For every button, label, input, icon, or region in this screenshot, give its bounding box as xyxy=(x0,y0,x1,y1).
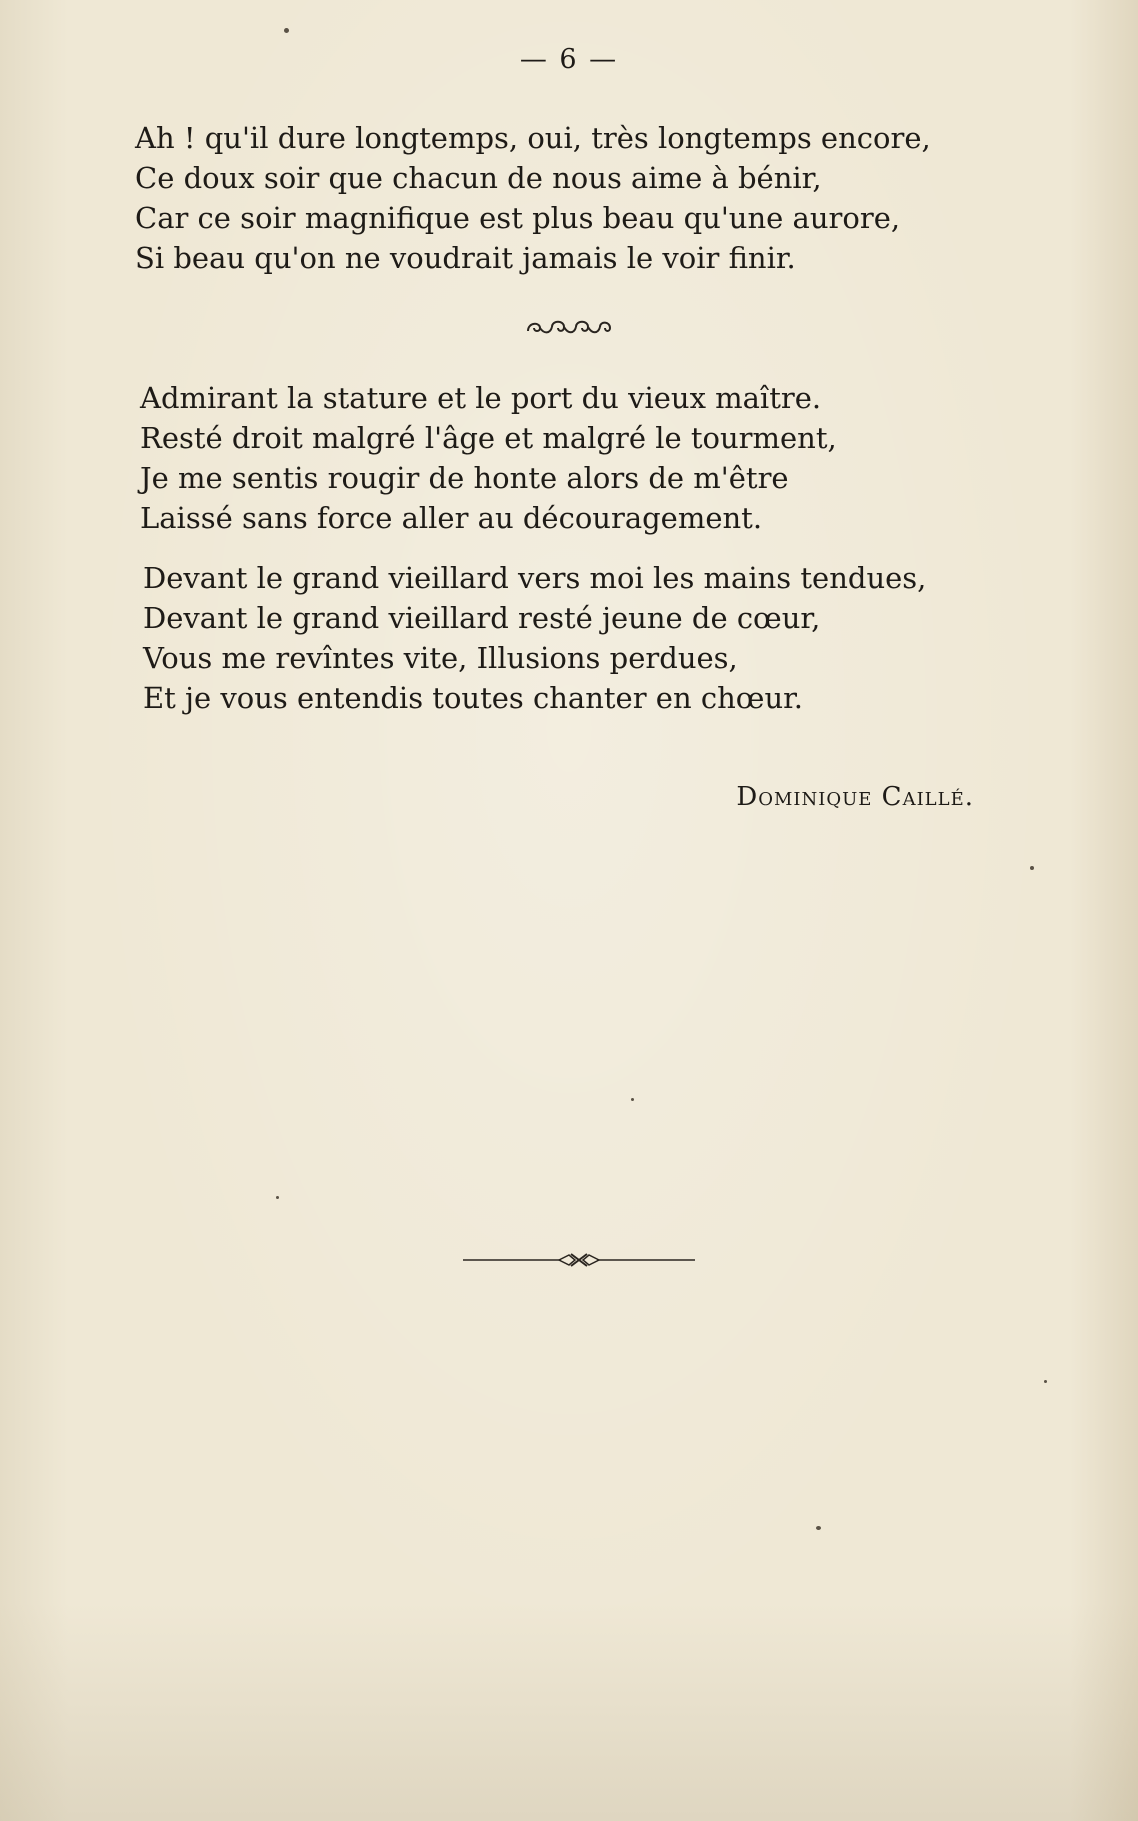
paper-speck xyxy=(631,1098,634,1101)
verse-line: Devant le grand vieillard resté jeune de cœur, xyxy=(143,601,821,635)
author-signature: Dominique Caillé. xyxy=(736,782,974,812)
page-number: — 6 — xyxy=(519,44,619,75)
verse-line: Je me sentis rougir de honte alors de m'être xyxy=(140,461,789,495)
verse-line: Laissé sans force aller au découragement. xyxy=(140,501,763,535)
paper-speck xyxy=(284,28,289,33)
verse-line: Devant le grand vieillard vers moi les mains tendues, xyxy=(143,561,927,595)
stanza-2 xyxy=(140,378,1020,538)
line-tailpiece-ornament-icon xyxy=(463,1250,695,1270)
verse-line: Et je vous entendis toutes chanter en chœur. xyxy=(143,681,804,715)
verse-line: Si beau qu'on ne voudrait jamais le voir finir. xyxy=(135,241,796,275)
paper-speck xyxy=(1030,866,1034,870)
verse-line: Ah ! qu'il dure longtemps, oui, très longtemps encore, xyxy=(135,121,931,155)
paper-speck xyxy=(276,1196,279,1199)
verse-line: Ce doux soir que chacun de nous aime à bénir, xyxy=(135,161,822,195)
paper-speck xyxy=(1044,1380,1047,1383)
verse-line: Admirant la stature et le port du vieux maître. xyxy=(140,381,822,415)
stanza-1 xyxy=(135,118,1015,278)
scroll-ornament-icon xyxy=(0,316,1138,342)
stanza-3 xyxy=(143,558,1023,718)
verse-line: Car ce soir magnifique est plus beau qu'une aurore, xyxy=(135,201,901,235)
verse-line: Vous me revîntes vite, Illusions perdues, xyxy=(143,641,738,675)
verse-line: Resté droit malgré l'âge et malgré le tourment, xyxy=(140,421,837,455)
paper-speck xyxy=(816,1526,821,1530)
